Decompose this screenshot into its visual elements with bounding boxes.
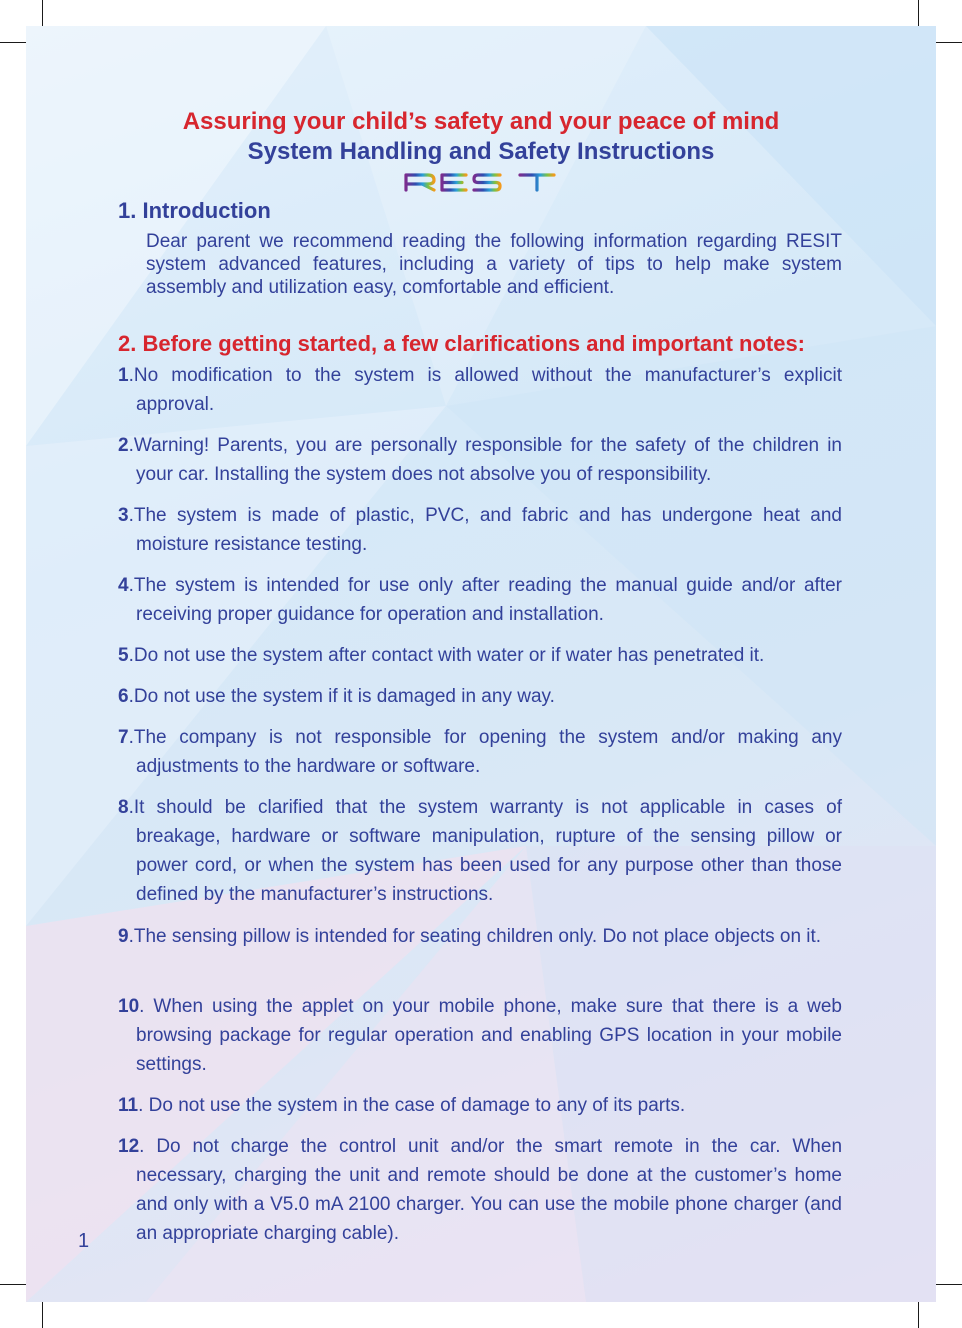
item-text: No modification to the system is allowed without the manufacturer’s explicit approval.: [133, 365, 842, 415]
list-item: 9.The sensing pillow is intended for seating children only. Do not place objects on it.: [118, 926, 822, 947]
item-number: 9: [118, 926, 129, 947]
page-title: Assuring your child’s safety and your peace of mind: [182, 108, 780, 135]
item-text: Do not use the system in the case of damage to any of its parts.: [148, 1095, 686, 1116]
list-item: 10. When using the applet on your mobile phone, make sure that there is a web browsing package for regular operation and enabling GPS location in your mobile settings.: [118, 996, 842, 1075]
list-item: 3.The system is made of plastic, PVC, and fabric and has undergone heat and moisture resistance testing.: [118, 505, 842, 555]
item-number: 8: [118, 797, 129, 818]
list-item: 1.No modification to the system is allowed without the manufacturer’s explicit approval.: [118, 365, 842, 415]
introduction-text: Dear parent we recommend reading the following information regarding RESIT system advanced features, including a variety of tips to help make system assembly and utilization easy, comfortable and efficient.: [146, 231, 842, 298]
item-number: 10: [118, 996, 140, 1017]
item-text: Do not use the system after contact with water or if water has penetrated it.: [133, 645, 765, 666]
list-item: 5.Do not use the system after contact with water or if water has penetrated it.: [118, 645, 765, 666]
item-number: 12: [118, 1136, 140, 1157]
item-text: It should be clarified that the system warranty is not applicable in cases of breakage, hardware or software manipulation, rupture of the sensing pillow or power cord, or when the system has been used for any purpose other than those defined by the manufacturer’s instructions.: [133, 797, 842, 905]
item-number: 4: [118, 575, 129, 596]
item-text: Do not charge the control unit and/or the smart remote in the car. When necessary, charging the unit and remote should be done at the customer’s home and only with a V5.0 mA 2100 charger. You can use the mobile phone charger (and an appropriate charging cable).: [136, 1136, 843, 1244]
item-text: When using the applet on your mobile phone, make sure that there is a web browsing package for regular operation and enabling GPS location in your mobile settings.: [136, 996, 842, 1075]
list-item: 2.Warning! Parents, you are personally responsible for the safety of the children in your car. Installing the system does not absolve you of responsibility.: [118, 435, 842, 485]
list-item: 7.The company is not responsible for opening the system and/or making any adjustments to the hardware or software.: [118, 727, 842, 777]
item-text: Do not use the system if it is damaged in any way.: [133, 686, 555, 707]
list-item: 4.The system is intended for use only after reading the manual guide and/or after receiving proper guidance for operation and installation.: [118, 575, 842, 625]
item-text: The company is not responsible for opening the system and/or making any adjustments to the hardware or software.: [133, 727, 842, 777]
list-item: 12. Do not charge the control unit and/or the smart remote in the car. When necessary, charging the unit and remote should be done at the customer’s home and only with a V5.0 mA 2100 charger. You can use the mobile phone charger (and an appropriate charging cable).: [118, 1136, 843, 1244]
item-text: The system is intended for use only after reading the manual guide and/or after receiving proper guidance for operation and installation.: [133, 575, 842, 625]
item-number: 3: [118, 505, 129, 526]
item-number: 7: [118, 727, 129, 748]
item-number: 5: [118, 645, 129, 666]
item-number: 1: [118, 365, 129, 386]
item-text: The sensing pillow is intended for seating children only. Do not place objects on it.: [133, 926, 822, 947]
item-number: 2: [118, 435, 129, 456]
page-subtitle: System Handling and Safety Instructions: [247, 138, 715, 165]
item-number: 6: [118, 686, 129, 707]
page-number: 1: [78, 1230, 90, 1252]
list-item: 11. Do not use the system in the case of damage to any of its parts.: [118, 1095, 686, 1116]
section-heading-notes: 2. Before getting started, a few clarifications and important notes:: [118, 331, 806, 356]
item-text: Warning! Parents, you are personally responsible for the safety of the children in your car. Installing the system does not absolve you of responsibility.: [133, 435, 842, 485]
list-item: 6.Do not use the system if it is damaged in any way.: [118, 686, 555, 707]
list-item: 8.It should be clarified that the system warranty is not applicable in cases of breakage, hardware or software manipulation, rupture of the sensing pillow or power cord, or when the system has been used for any purpose other than those defined by the manufacturer’s instructions.: [118, 797, 842, 905]
item-number: 11: [118, 1095, 139, 1116]
resit-logo: [404, 172, 556, 192]
section-heading-introduction: 1. Introduction: [118, 198, 271, 223]
item-text: The system is made of plastic, PVC, and fabric and has undergone heat and moisture resistance testing.: [133, 505, 842, 555]
